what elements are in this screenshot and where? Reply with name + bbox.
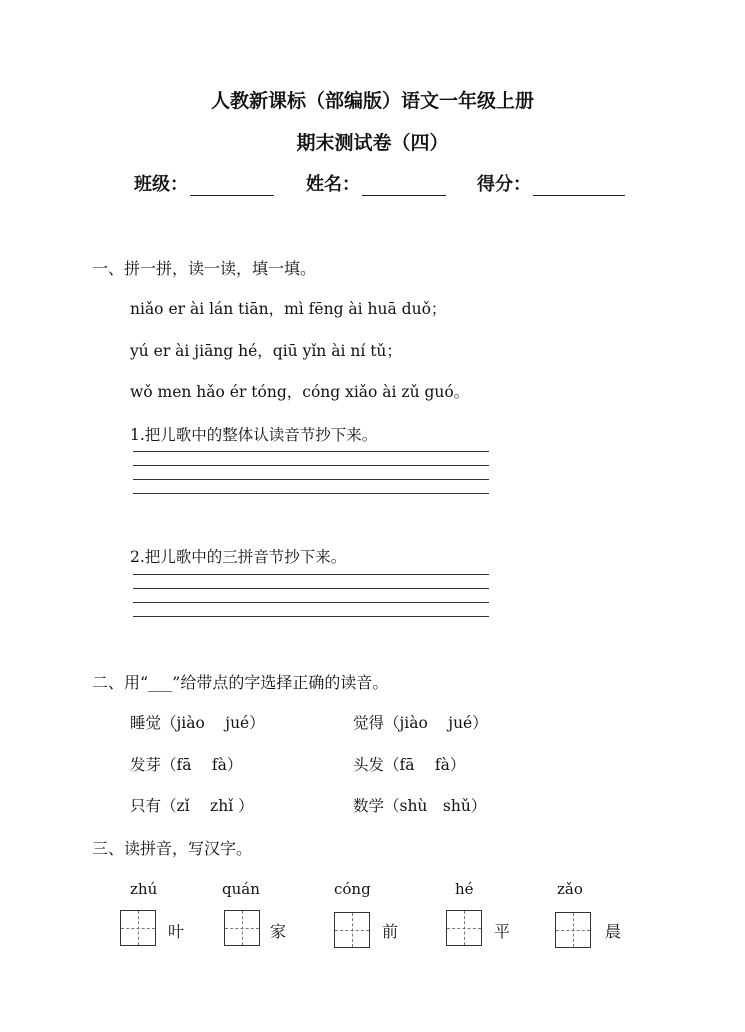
given-character: 晨 — [605, 922, 622, 941]
question-1: 1.把儿歌中的整体认读音节抄下来。 — [130, 426, 378, 444]
answer-line[interactable] — [133, 479, 489, 480]
given-character: 平 — [494, 922, 511, 941]
poem-line-1: niǎo er ài lán tiān，mì fēng ài huā duǒ； — [130, 300, 447, 318]
score-blank[interactable] — [533, 177, 625, 196]
page-title: 人教新课标（部编版）语文一年级上册 — [210, 90, 534, 112]
poem-line-2: yú er ài jiāng hé，qiū yǐn ài ní tǔ； — [130, 342, 402, 360]
reading-choice-item[interactable]: 数学（shù shǔ） — [353, 797, 487, 815]
score-field — [477, 170, 625, 196]
section3-heading: 三、读拼音，写汉字。 — [92, 839, 253, 858]
pinyin-label: hé — [455, 880, 474, 898]
class-field — [134, 170, 274, 196]
reading-choice-item[interactable]: 睡觉（jiào jué） — [130, 714, 265, 732]
answer-line[interactable] — [133, 465, 489, 466]
page-subtitle: 期末测试卷（四） — [296, 132, 449, 154]
tian-grid-box[interactable] — [334, 912, 370, 948]
poem-line-3: wǒ men hǎo ér tóng，cóng xiǎo ài zǔ guó。 — [130, 383, 470, 401]
question-2: 2.把儿歌中的三拼音节抄下来。 — [130, 548, 347, 566]
score-label: 得分： — [477, 174, 531, 195]
answer-line[interactable] — [133, 451, 489, 452]
answer-line[interactable] — [133, 588, 489, 589]
pinyin-label: zǎo — [557, 880, 583, 898]
class-blank[interactable] — [190, 177, 274, 196]
answer-line[interactable] — [133, 493, 489, 494]
reading-choice-item[interactable]: 头发（fā fà） — [353, 756, 466, 774]
pinyin-label: cóng — [334, 880, 371, 898]
tian-grid-box[interactable] — [120, 910, 156, 946]
section2-heading: 二、用“___”给带点的字选择正确的读音。 — [92, 673, 389, 692]
answer-line[interactable] — [133, 574, 489, 575]
name-field — [306, 170, 446, 196]
name-blank[interactable] — [362, 177, 446, 196]
tian-grid-box[interactable] — [446, 910, 482, 946]
class-label: 班级： — [134, 174, 188, 195]
tian-grid-box[interactable] — [224, 910, 260, 946]
name-label: 姓名： — [306, 174, 360, 195]
reading-choice-item[interactable]: 觉得（jiào jué） — [353, 714, 488, 732]
answer-line[interactable] — [133, 616, 489, 617]
pinyin-label: quán — [222, 880, 260, 898]
tian-grid-box[interactable] — [555, 912, 591, 948]
reading-choice-item[interactable]: 发芽（fā fà） — [130, 756, 243, 774]
given-character: 前 — [382, 922, 399, 941]
reading-choice-item[interactable]: 只有（zǐ zhǐ ） — [130, 797, 254, 815]
section1-heading: 一、拼一拼，读一读，填一填。 — [92, 259, 317, 278]
given-character: 家 — [270, 922, 287, 941]
given-character: 叶 — [168, 922, 185, 941]
answer-line[interactable] — [133, 602, 489, 603]
pinyin-label: zhú — [130, 880, 158, 898]
